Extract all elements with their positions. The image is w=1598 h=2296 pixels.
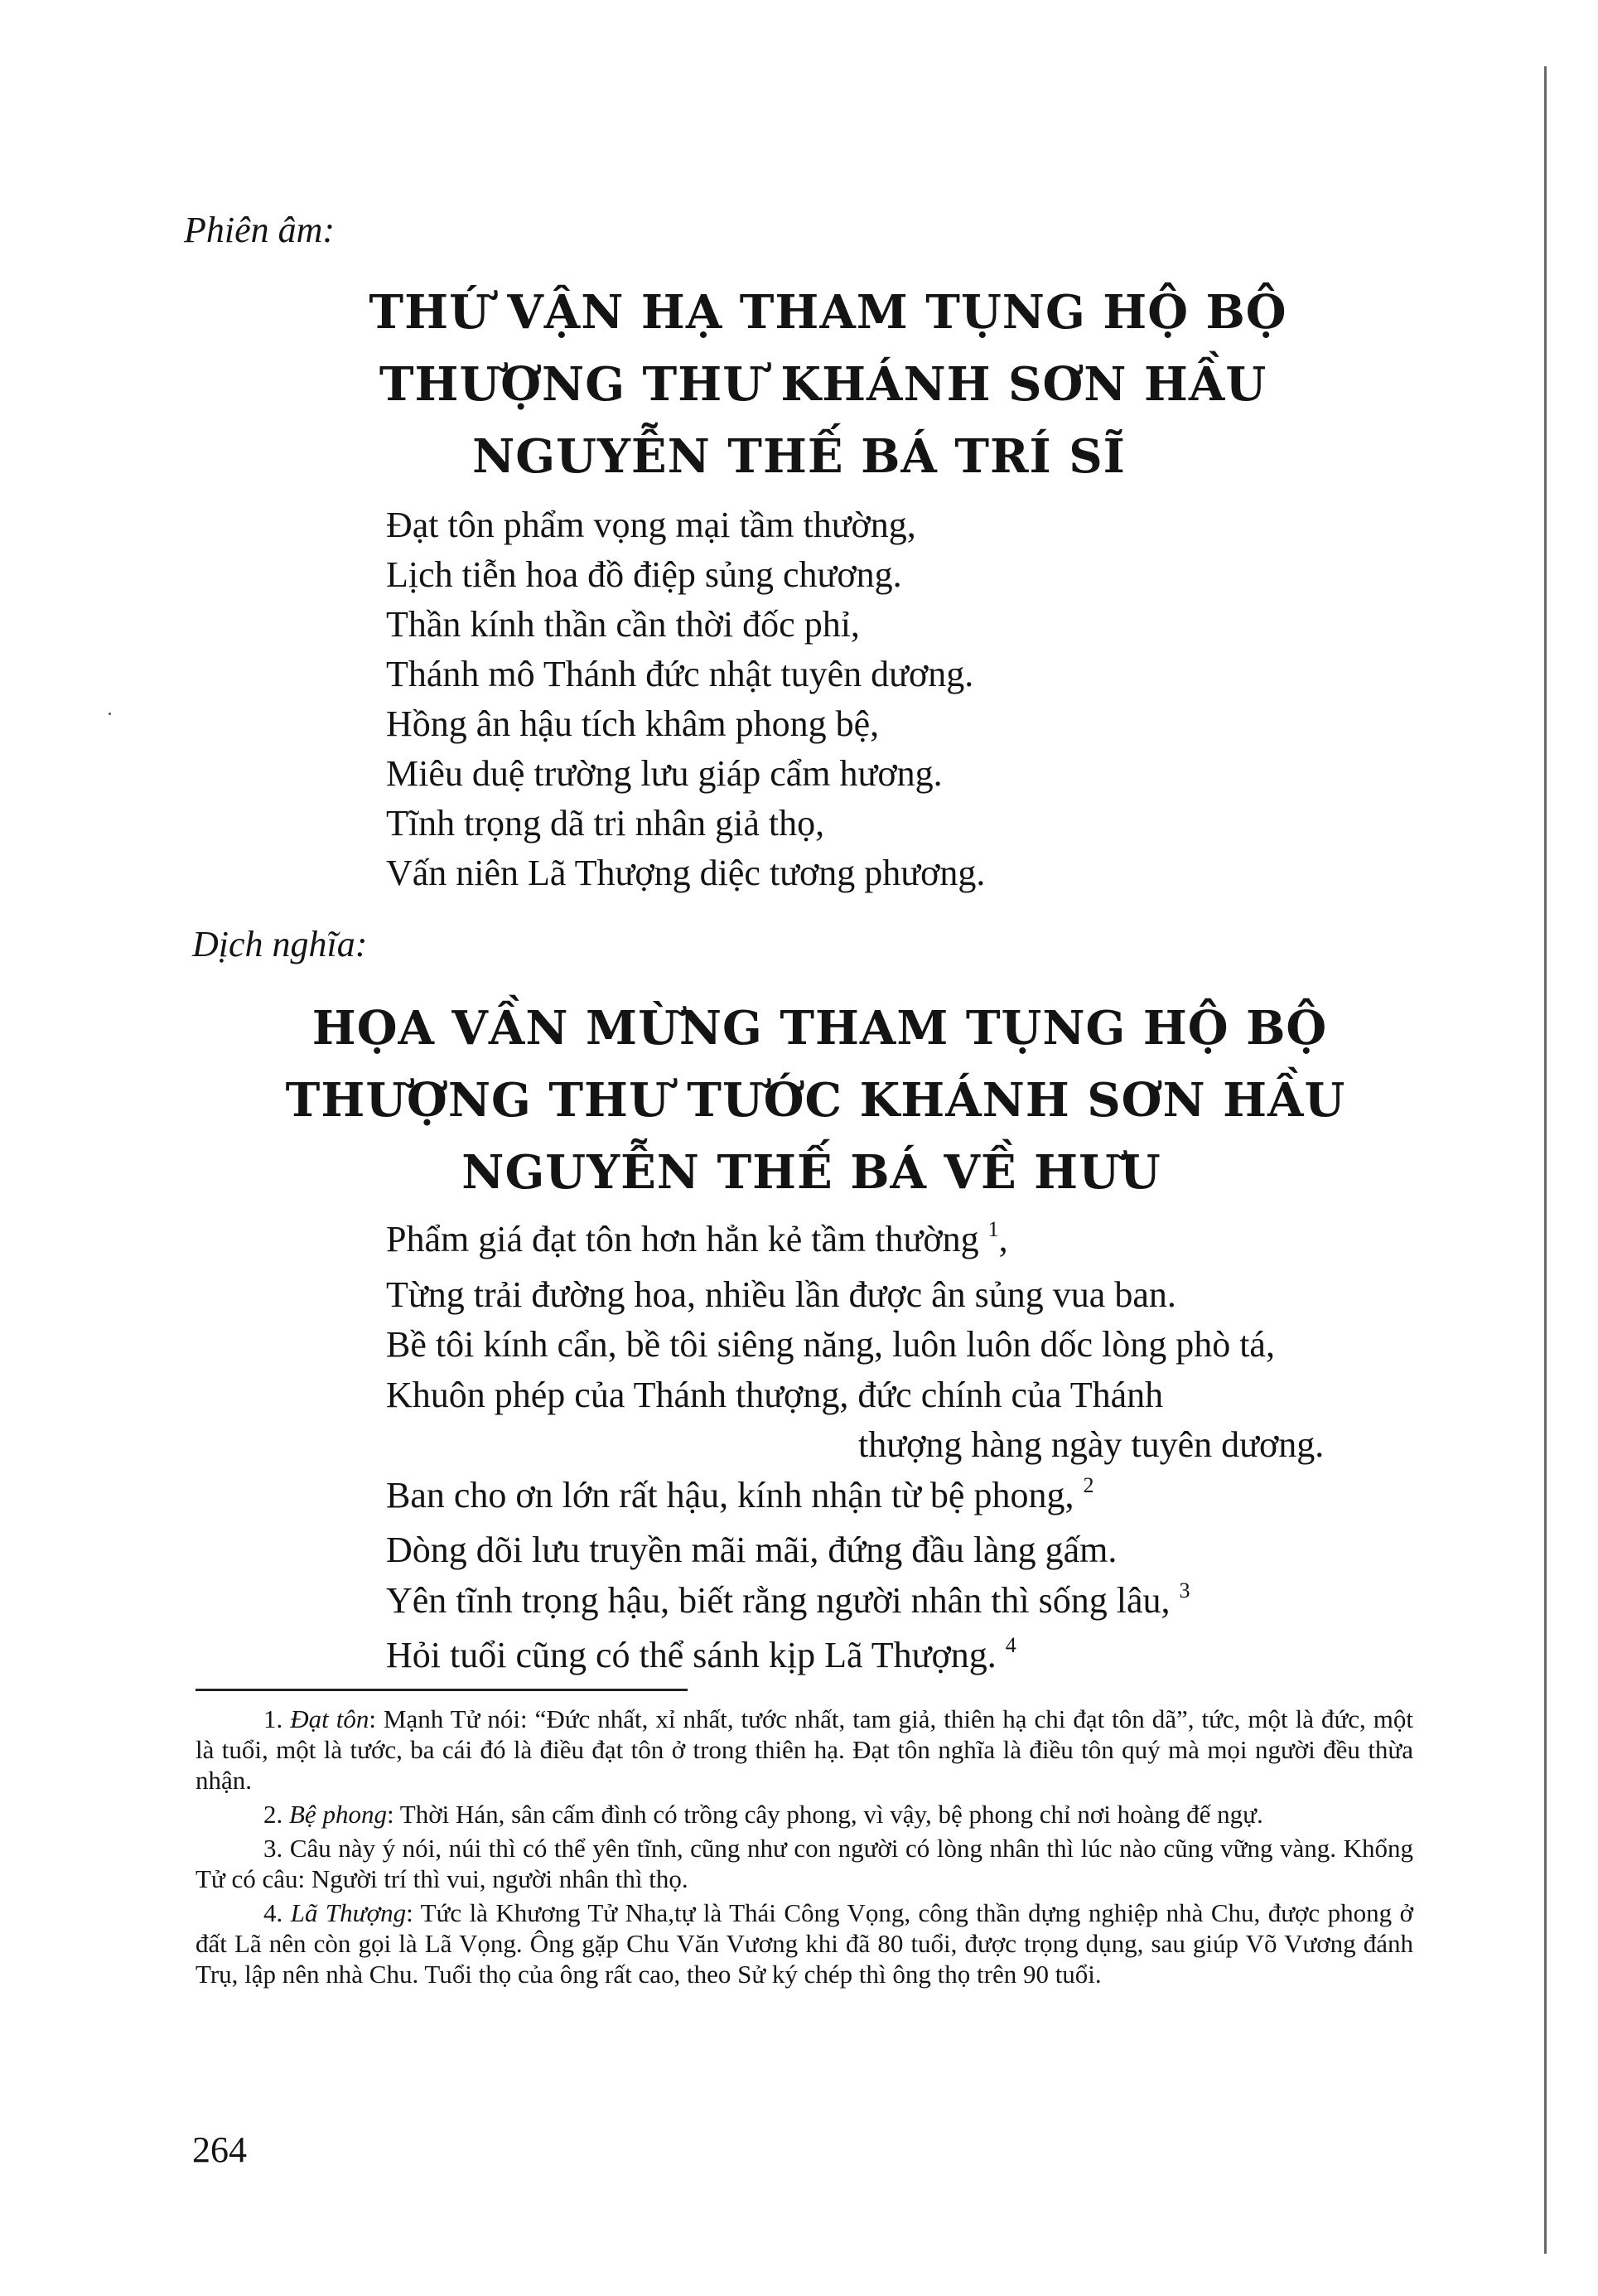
transliteration-label: Phiên âm:: [184, 210, 336, 250]
footnote-ref-1: 1: [987, 1217, 999, 1241]
poem-line: Dòng dõi lưu truyền mãi mãi, đứng đầu làng gấm.: [386, 1530, 1118, 1570]
title-line: NGUYỄN THẾ BÁ TRÍ SĨ: [472, 429, 1126, 484]
poem-line: Đạt tôn phẩm vọng mại tầm thường,: [386, 505, 916, 545]
title-line: HỌA VẦN MỪNG THAM TỤNG HỘ BỘ: [311, 1001, 1328, 1056]
title-line: NGUYỄN THẾ BÁ VỀ HƯU: [461, 1145, 1161, 1200]
poem-line: Ban cho ơn lớn rất hậu, kính nhận từ bệ phong, $^2$: [386, 1472, 1094, 1515]
scan-speck: [109, 713, 111, 715]
translation-poem: [386, 1215, 1324, 1686]
poem-line: Hồng ân hậu tích khâm phong bệ,: [386, 703, 880, 744]
title-line: THỨ VẬN HẠ THAM TỤNG HỘ BỘ: [369, 285, 1287, 340]
footnote-1: 1. Đạt tôn: Mạnh Tử nói: “Đức nhất, xỉ nhất, tước nhất, tam giả, thiên hạ chi đạt tôn dã”, tức, một là đức, một là tuổi, một là tước, ba cái đó là điều đạt tôn ở trong thiên hạ. Đạt tôn nghĩa là điều tôn quý mà mọi người đều thừa nhận.: [196, 1704, 1413, 1795]
poem-line: Lịch tiễn hoa đồ điệp sủng chương.: [386, 554, 902, 595]
poem-line: Bề tôi kính cẩn, bề tôi siêng năng, luôn luôn dốc lòng phò tá,: [386, 1324, 1275, 1365]
footnote-2: 2. Bệ phong: Thời Hán, sân cấm đình có trồng cây phong, vì vậy, bệ phong chỉ nơi hoàng đế ngự.: [263, 1800, 1263, 1829]
poem-line: Vấn niên Lã Thượng diệc tương phương.: [386, 853, 986, 893]
title-line: THƯỢNG THƯ TƯỚC KHÁNH SƠN HẦU: [285, 1073, 1346, 1128]
poem-line: Yên tĩnh trọng hậu, biết rằng người nhân thì sống lâu, $^3$: [386, 1578, 1190, 1621]
poem-line: Thần kính thần cần thời đốc phỉ,: [386, 604, 860, 645]
translation-label: Dịch nghĩa:: [192, 924, 368, 964]
transliteration-title: [0, 277, 1598, 493]
poem-line: Từng trải đường hoa, nhiều lần được ân sủng vua ban.: [386, 1274, 1176, 1315]
poem-line: Miêu duệ trường lưu giáp cẩm hương.: [386, 753, 943, 794]
poem-line: Tĩnh trọng dã tri nhân giả thọ,: [386, 803, 825, 843]
footnote-separator: [196, 1689, 688, 1691]
translation-title: [0, 993, 1598, 1209]
poem-line: Thánh mô Thánh đức nhật tuyên dương.: [386, 654, 974, 694]
footnote-ref-3: 3: [1179, 1578, 1190, 1602]
footnotes: [196, 1704, 1413, 1993]
poem-line: Khuôn phép của Thánh thượng, đức chính của Thánh: [386, 1374, 1164, 1415]
footnote-3: 3. Câu này ý nói, núi thì có thể yên tĩnh, cũng như con người có lòng nhân thì lúc nào cũng vững vàng. Khổng Tử có câu: Người trí thì vui, người nhân thì thọ.: [196, 1834, 1413, 1893]
title-line: THƯỢNG THƯ KHÁNH SƠN HẦU: [379, 357, 1267, 412]
transliteration-poem: [386, 500, 985, 898]
poem-line-continuation: thượng hàng ngày tuyên dương.: [858, 1424, 1325, 1465]
footnote-ref-2: 2: [1083, 1472, 1094, 1497]
footnote-4: 4. Lã Thượng: Tức là Khương Tử Nha,tự là Thái Công Vọng, công thần dựng nghiệp nhà Chu, được phong ở đất Lã nên còn gọi là Lã Vọng. Ông gặp Chu Văn Vương khi đã 80 tuổi, được trọng dụng, sau giúp Võ Vương đánh Trụ, lập nên nhà Chu. Tuổi thọ của ông rất cao, theo Sử ký chép thì ông thọ trên 90 tuổi.: [196, 1898, 1413, 1989]
page-number: 264: [192, 2129, 247, 2170]
footnote-ref-4: 4: [1005, 1633, 1016, 1657]
poem-line: Hỏi tuổi cũng có thể sánh kịp Lã Thượng. $^4$: [386, 1633, 1016, 1675]
poem-line: Phẩm giá đạt tôn hơn hẳn kẻ tầm thường $^1$,: [386, 1217, 1008, 1259]
